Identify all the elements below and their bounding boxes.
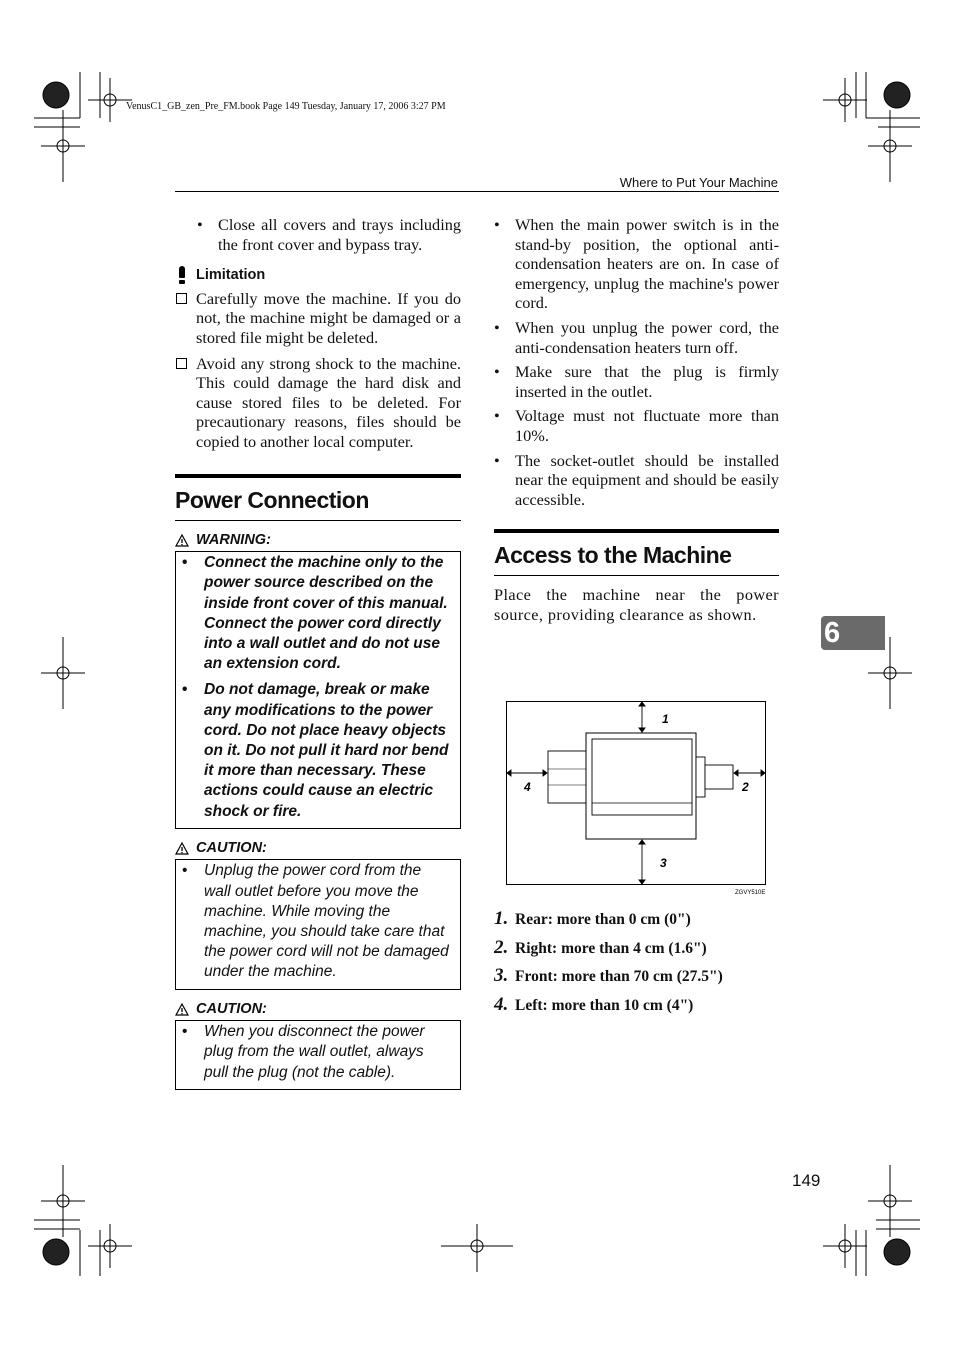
caution-box [175, 859, 461, 989]
limitation-heading [175, 266, 461, 286]
access-text: Place the machine near the power source, providing clearance as shown. [494, 585, 779, 624]
caution-triangle-icon [175, 1003, 189, 1016]
page-number: 149 [792, 1171, 821, 1190]
limitation-item: Avoid any strong shock to the machine. This could damage the hard disk and cause stored files to be deleted. For precautionary reasons, files should be copied to another local computer. [175, 354, 461, 452]
clearance-item [494, 965, 779, 994]
header-rule [175, 191, 779, 192]
right-column [494, 215, 779, 625]
caution-heading [175, 839, 461, 859]
clearance-item [494, 937, 779, 966]
power-note: • When the main power switch is in the stand-by position, the optional anti-condensation heaters are on. In case of emergency, unplug the machine's power cord. [494, 215, 779, 313]
clearance-text: Front: more than 70 cm (27.5") [515, 968, 723, 985]
diagram-label-2: 2 [742, 780, 749, 794]
warning-triangle-icon [175, 534, 189, 547]
warning-box [175, 551, 461, 829]
limitation-list [175, 289, 461, 452]
warning-item: • Do not damage, break or make any modifications to the power cord. Do not place heavy objects on it. Do not pull it hard nor bend it more than necessary. These actions could cause an electric shock or fire. [182, 680, 452, 821]
caution-item: • When you disconnect the power plug from the wall outlet, always pull the plug (not the cable). [182, 1022, 452, 1083]
diagram-label-4: 4 [524, 780, 531, 794]
clearance-text: Right: more than 4 cm (1.6") [515, 939, 707, 957]
clearance-diagram [506, 701, 766, 897]
clearance-item [494, 994, 779, 1023]
close-covers-list [175, 215, 461, 254]
caution-box [175, 1020, 461, 1090]
power-note: • When you unplug the power cord, the anti-condensation heaters turn off. [494, 318, 779, 357]
power-note: • Make sure that the plug is firmly inserted in the outlet. [494, 362, 779, 401]
clearance-text: Rear: more than 0 cm (0") [515, 911, 691, 928]
running-head: Where to Put Your Machine [619, 175, 778, 190]
warning-item: • Connect the machine only to the power source described on the inside front cover of this manual. Connect the power cord directly into a wall outlet and do not use an extension cord. [182, 553, 452, 674]
chapter-tab [821, 616, 885, 650]
power-connection-title: Power Connection [175, 474, 461, 521]
clearance-list [494, 908, 779, 1022]
exclamation-icon [176, 266, 188, 285]
clearance-item [494, 908, 779, 937]
caution-triangle-icon [175, 842, 189, 855]
limitation-item: Carefully move the machine. If you do not, the machine might be damaged or a stored file might be deleted. [175, 289, 461, 348]
power-note: • Voltage must not fluctuate more than 10%. [494, 406, 779, 445]
limitation-label: Limitation [196, 267, 266, 284]
caution-item: • Unplug the power cord from the wall outlet before you move the machine. While moving the machine, you should take care that the power cord will not be damaged under the machine. [182, 861, 452, 982]
power-notes-list [494, 215, 779, 509]
clearance-number: 2. [494, 936, 509, 958]
bypass-tray [548, 751, 586, 803]
clearance-number: 4. [494, 993, 509, 1015]
access-title: Access to the Machine [494, 529, 779, 576]
right-attachment [696, 757, 705, 797]
diagram-label-3: 3 [660, 856, 667, 870]
left-column [175, 215, 461, 1090]
power-note: • The socket-outlet should be installed near the equipment and should be easily accessible. [494, 451, 779, 510]
caution-heading [175, 1000, 461, 1020]
chapter-number: 6 [824, 617, 841, 649]
caution-label: CAUTION: [196, 1000, 267, 1017]
book-meta: VenusC1_GB_zen_Pre_FM.book Page 149 Tuesday, January 17, 2006 3:27 PM [126, 101, 446, 112]
clearance-number: 1. [494, 908, 509, 929]
close-covers-bullet: • Close all covers and trays including the front cover and bypass tray. [197, 215, 461, 254]
caution-label: CAUTION: [196, 839, 267, 856]
diagram-label-1: 1 [662, 712, 669, 726]
clearance-number: 3. [494, 965, 509, 986]
clearance-text: Left: more than 10 cm (4") [515, 996, 694, 1014]
warning-label: WARNING: [196, 531, 271, 548]
warning-heading [175, 531, 461, 551]
diagram-code: ZGVY510E [735, 890, 766, 896]
